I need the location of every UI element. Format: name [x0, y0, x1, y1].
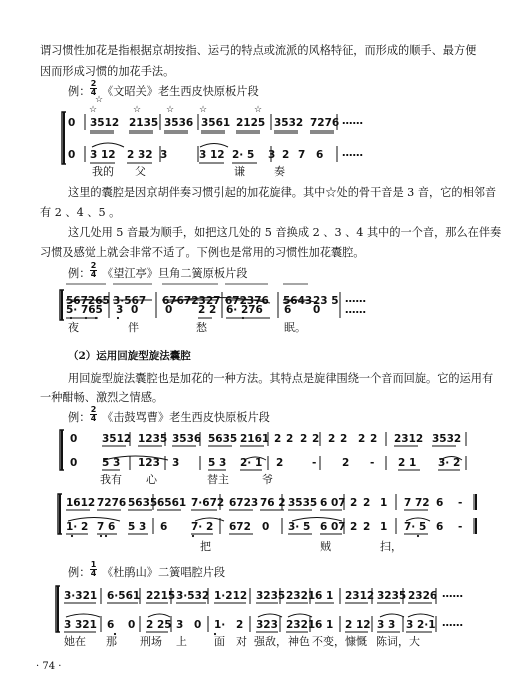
- note-group: 3512: [90, 117, 120, 129]
- paragraph-line: 习惯及感觉上就会非常不适了。下例也是常用的习惯性加花囊腔。: [40, 246, 365, 259]
- example-label: 例：: [68, 411, 91, 424]
- intro-line-2: 因而形成习惯的加花手法。: [40, 65, 175, 78]
- lyric: 谦: [234, 165, 245, 178]
- note-group: 3536: [164, 117, 194, 129]
- example-title: 《杜鹃山》二簧唱腔片段: [102, 566, 226, 579]
- note-group: 2: [370, 433, 378, 445]
- note-group: 5635: [128, 497, 158, 509]
- intro-line-1: 谓习惯性加花是指根据京胡按指、运弓的特点或流派的风格特征，而形成的顺手、最方便: [40, 44, 477, 57]
- note-group: 3235: [377, 590, 407, 602]
- page-number: · 74 ·: [36, 661, 62, 672]
- note-group: 3·532: [176, 590, 210, 602]
- note-group: 1·: [214, 619, 226, 631]
- note-group: 67672327: [162, 295, 221, 307]
- note-group: 2215: [146, 590, 176, 602]
- note-group: 3 321: [64, 619, 97, 631]
- section-heading: （2）运用回旋型旋法囊腔: [68, 350, 191, 362]
- lyric: 爷: [262, 473, 273, 486]
- note-group: 3536: [172, 433, 202, 445]
- note-group: 6: [284, 304, 292, 316]
- note-group: 0: [128, 619, 136, 631]
- note-group: 7 6: [97, 521, 116, 533]
- note-group: 23 5: [313, 295, 339, 307]
- note-group: 7276: [310, 117, 340, 129]
- lyric: 神色: [288, 635, 310, 648]
- example-label: 例：: [68, 85, 91, 98]
- note-group: 323: [256, 619, 278, 631]
- lyric: 替主: [207, 473, 229, 486]
- note-group: 6 1: [315, 590, 334, 602]
- lyric: 不变，: [312, 635, 345, 648]
- note-group: 0: [313, 304, 321, 316]
- note-group: 2: [363, 521, 371, 533]
- note-group: 2321: [286, 619, 316, 631]
- time-signature: $\frac{2}{4}$: [90, 261, 97, 279]
- star-marker: ☆: [199, 105, 208, 115]
- note-group: 6: [160, 521, 168, 533]
- example-label: 例：: [68, 566, 91, 579]
- note-group: 0: [68, 149, 76, 161]
- note-group: 2312: [345, 590, 375, 602]
- note-group: -: [458, 497, 463, 509]
- note-group: 2: [350, 521, 358, 533]
- note-group: 7276: [97, 497, 127, 509]
- lyric: 父: [135, 165, 146, 178]
- note-group: 6· 276: [226, 304, 263, 316]
- note-group: 0: [194, 619, 202, 631]
- note-group: 672376: [225, 295, 269, 307]
- note-group: 3: [116, 304, 124, 316]
- note-group: 1· 2: [66, 521, 89, 533]
- note-group: 7· 5: [404, 521, 427, 533]
- lyric: 眠。: [284, 321, 306, 334]
- note-group: 6 07: [320, 497, 346, 509]
- note-group: 5643: [283, 295, 313, 307]
- lyric: 夜: [68, 321, 79, 334]
- note-group: 2321: [286, 590, 316, 602]
- note-group: 3· 2: [438, 457, 461, 469]
- note-group: -: [312, 457, 317, 469]
- note-group: 1: [380, 497, 388, 509]
- note-group: 6: [107, 619, 115, 631]
- note-group: 7: [298, 149, 306, 161]
- note-group: 3·321: [64, 590, 98, 602]
- note-group: 6: [316, 149, 324, 161]
- paragraph-line: 用回旋型旋法囊腔也是加花的一种方法。其特点是旋律围绕一个音而回旋。它的运用有: [68, 372, 494, 385]
- note-group: 2· 5: [232, 149, 255, 161]
- note-group: 5635: [208, 433, 238, 445]
- lyric: 扫，: [380, 540, 402, 553]
- ellipsis: ……: [342, 115, 363, 127]
- note-group: 5 3: [128, 521, 147, 533]
- example-title: 《望江亭》旦角二簧原板片段: [102, 267, 248, 280]
- note-group: 0: [262, 521, 270, 533]
- lyric: 刑场: [140, 635, 162, 648]
- note-group: 2: [350, 497, 358, 509]
- lyric: 她在: [64, 635, 86, 648]
- note-group: 2· 1: [240, 457, 263, 469]
- lyric: 奏: [274, 165, 285, 178]
- note-group: 2: [274, 433, 282, 445]
- note-group: 7 72: [404, 497, 430, 509]
- note-group: 6 1: [315, 619, 334, 631]
- note-group: 6723: [229, 497, 259, 509]
- note-group: 1235: [138, 433, 168, 445]
- note-group: 2: [276, 457, 284, 469]
- note-group: 2 32: [127, 149, 153, 161]
- note-group: 0: [68, 117, 76, 129]
- lyric: 面: [214, 635, 225, 648]
- note-group: 3 12: [199, 149, 225, 161]
- lyric: 把: [200, 540, 211, 553]
- note-group: 3235: [256, 590, 286, 602]
- star-marker: ☆: [133, 105, 142, 115]
- lyric: 上: [176, 635, 187, 648]
- note-group: 6 07: [320, 521, 346, 533]
- note-group: 0: [165, 304, 173, 316]
- note-group: 3: [176, 619, 184, 631]
- lyric: 我的: [92, 165, 114, 178]
- time-signature: $\frac{2}{4}$: [90, 405, 97, 423]
- note-group: 3: [268, 149, 276, 161]
- note-group: 6: [436, 521, 444, 533]
- lyric: 我有: [100, 473, 122, 486]
- note-group: 0: [131, 304, 139, 316]
- paragraph-line: 一种酣畅、激烈之情感。: [40, 391, 164, 404]
- lyric: 大: [409, 635, 420, 648]
- note-group: 1·212: [214, 590, 248, 602]
- ellipsis: ……: [345, 304, 366, 316]
- lyric: 愁: [196, 321, 207, 334]
- note-group: 2: [358, 433, 366, 445]
- lyric: 对: [236, 635, 247, 648]
- ellipsis: ……: [342, 147, 363, 159]
- note-group: 2: [312, 433, 320, 445]
- note-group: 1612: [66, 497, 96, 509]
- note-group: 2326: [408, 590, 438, 602]
- note-group: 3561: [201, 117, 231, 129]
- note-group: 6561: [157, 497, 187, 509]
- note-group: 2: [236, 619, 244, 631]
- note-group: 3 2·1: [406, 619, 436, 631]
- note-group: 6: [436, 497, 444, 509]
- lyric: 伴: [128, 321, 139, 334]
- note-group: 2: [282, 149, 290, 161]
- note-group: 567265: [66, 295, 110, 307]
- note-group: 3 12: [90, 149, 116, 161]
- ellipsis: ……: [345, 293, 366, 305]
- note-group: 2: [363, 497, 371, 509]
- ellipsis: ……: [442, 588, 463, 600]
- note-group: 2 25: [146, 619, 172, 631]
- note-group: 2: [286, 433, 294, 445]
- star-marker: ☆: [254, 105, 263, 115]
- lyric: 心: [146, 473, 157, 486]
- lyric: 慷慨: [345, 635, 367, 648]
- note-group: 2 1: [398, 457, 417, 469]
- note-group: -: [458, 521, 463, 533]
- note-group: 2 12: [345, 619, 371, 631]
- note-group: 3·567: [113, 295, 147, 307]
- note-group: 3512: [102, 433, 132, 445]
- note-group: 3: [172, 457, 180, 469]
- note-group: 7·672: [191, 497, 225, 509]
- note-group: 5 3: [208, 457, 227, 469]
- note-group: 672: [229, 521, 251, 533]
- note-group: 0: [70, 457, 78, 469]
- note-group: 1: [380, 521, 388, 533]
- note-group: 6·561: [107, 590, 141, 602]
- note-group: 3532: [274, 117, 304, 129]
- note-group: 3· 5: [288, 521, 311, 533]
- note-group: 3: [160, 149, 168, 161]
- paragraph-line: 这几处用 5 音最为顺手，如把这几处的 5 音换成 2 、3 、4 其中的一个音，那么在伴奏: [68, 226, 502, 239]
- time-signature: $\frac{2}{4}$: [90, 79, 97, 97]
- note-group: 2: [340, 433, 348, 445]
- star-marker: ☆: [166, 105, 175, 115]
- lyric: 那: [106, 635, 117, 648]
- note-group: 2161: [240, 433, 270, 445]
- note-group: 5 3: [102, 457, 121, 469]
- note-group: 2125: [236, 117, 266, 129]
- note-group: -: [370, 457, 375, 469]
- lyric: 强敌，: [254, 635, 287, 648]
- note-group: 2 2: [198, 304, 217, 316]
- time-signature: $\frac{1}{4}$: [90, 560, 97, 578]
- note-group: 2: [300, 433, 308, 445]
- note-group: 2: [328, 433, 336, 445]
- lyric: 贼: [320, 540, 331, 553]
- star-marker: ☆: [89, 105, 98, 115]
- note-group: 0: [70, 433, 78, 445]
- note-group: 3 3: [377, 619, 396, 631]
- example-title: 《文昭关》老生西皮快原板片段: [102, 85, 259, 98]
- star-marker: ☆: [95, 95, 104, 105]
- example-label: 例：: [68, 267, 91, 280]
- ellipsis: ……: [442, 617, 463, 629]
- note-group: 3532: [432, 433, 462, 445]
- note-group: 123: [138, 457, 160, 469]
- lyric: 陈词，: [376, 635, 409, 648]
- note-group: 3535: [288, 497, 318, 509]
- note-group: 2312: [394, 433, 424, 445]
- note-group: 2: [342, 457, 350, 469]
- note-group: 2135: [129, 117, 159, 129]
- note-group: 76 2: [260, 497, 286, 509]
- paragraph-line: 有 2 、4 、5 。: [40, 206, 121, 219]
- example-title: 《击鼓骂曹》老生西皮快原板片段: [102, 411, 270, 424]
- paragraph-line: 这里的囊腔是因京胡伴奏习惯引起的加花旋律。其中☆处的骨干音是 3 音，它的相邻音: [68, 186, 497, 199]
- note-group: 5· 765: [66, 304, 103, 316]
- note-group: 7· 2: [191, 521, 214, 533]
